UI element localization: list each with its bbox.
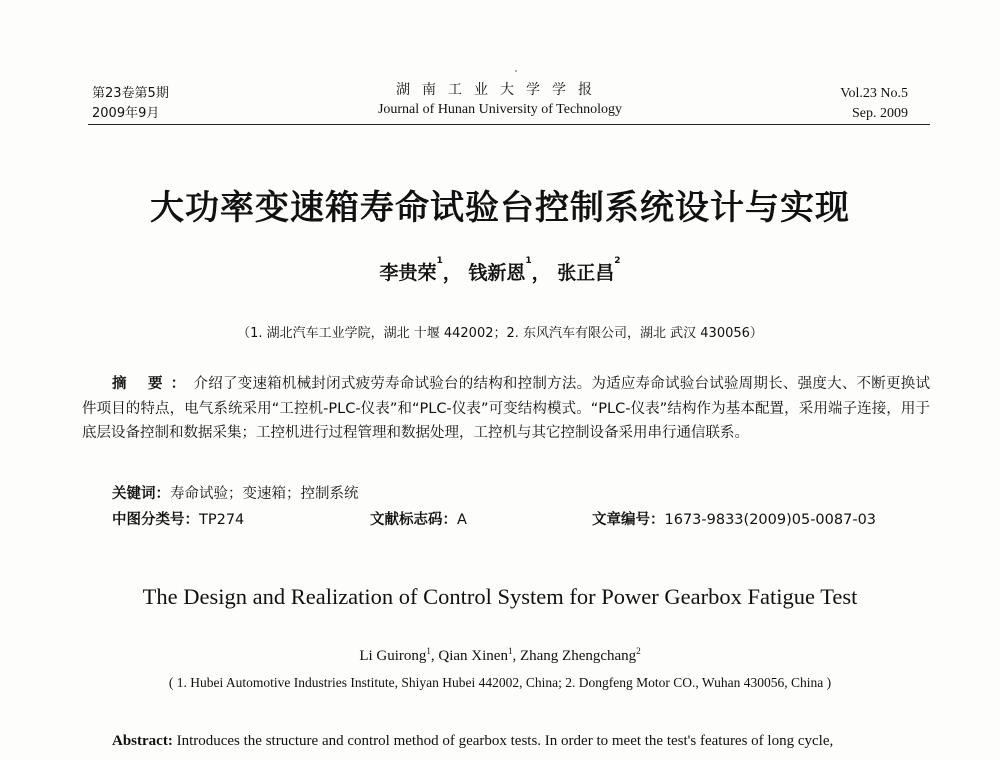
paper-title-en: The Design and Realization of Control System for Power Gearbox Fatigue Test [142,584,858,609]
header-rule [88,124,930,125]
keywords-cn [112,482,359,503]
journal-name-cn: 湖南工业大学学报 [396,82,604,98]
author-cn-3-sup: 2 [614,256,621,266]
author-cn-3: 张正昌 [557,262,615,284]
author-en-2: Qian Xinen [438,648,508,664]
classification-label: 中图分类号： [112,512,199,528]
classification-value: TP274 [199,512,245,528]
author-en-2-sup: 1 [507,646,513,656]
author-en-3-sup: 2 [636,646,641,656]
doc-code-label: 文献标志码： [370,512,457,528]
authors-en: Li Guirong$^1$, Qian Xinen$^1$, Zhang Zhengchang$^2$ [359,646,641,664]
author-cn-2-sup: 1 [525,256,532,266]
authors-cn: 李贵荣$^1$， 钱新恩$^1$， 张正昌$^2$ [379,256,621,284]
article-number [592,508,876,529]
keywords-cn-label: 关键词： [112,486,170,502]
journal-name-en: Journal of Hunan University of Technology [377,102,623,117]
abstract-en [82,728,930,754]
abstract-en-label: Abstract: [112,733,173,749]
date-en: Sep. 2009 [852,106,908,121]
author-en-1-sup: 1 [426,646,431,656]
volume-en: Vol.23 No.5 [840,86,908,101]
volume-info-en [840,84,908,124]
keywords-cn-text: 寿命试验；变速箱；控制系统 [170,486,359,502]
author-cn-2: 钱新恩 [468,262,526,284]
date-cn: 2009年9月 [92,106,160,121]
author-en-1: Li Guirong [359,648,427,664]
article-number-value: 1673-9833(2009)05-0087-03 [664,512,877,528]
doc-code-value: A [457,512,467,528]
volume-cn: 第23卷第5期 [92,86,169,101]
classification [112,508,244,529]
affiliation-cn: （1. 湖北汽车工业学院，湖北 十堰 442002；2. 东风汽车有限公司，湖北 武汉 430056） [237,326,763,341]
doc-code [370,508,467,529]
abstract-cn-text: 介绍了变速箱机械封闭式疲劳寿命试验台的结构和控制方法。为适应寿命试验台试验周期长、强度大、不断更换试件项目的特点，电气系统采用“工控机-PLC-仪表”和“PLC-仪表”可变结构模式。“PLC-仪表”结构作为基本配置，采用端子连接，用于底层设备控制和数据采集；工控机进行过程管理和数据处理，工控机与其它控制设备采用串行通信联系。 [82,376,930,441]
abstract-en-text: Introduces the structure and control method of gearbox tests. In order to meet the test's features of long cycle, [176,733,834,749]
author-en-3: Zhang Zhengchang [519,648,637,664]
abstract-cn [82,372,930,446]
affiliation-en: ( 1. Hubei Automotive Industries Institute, Shiyan Hubei 442002, China; 2. Dongfeng Motor CO., Wuhan 430056, China ) [168,675,832,690]
article-number-label: 文章编号： [592,512,665,528]
abstract-cn-label: 摘 要： [112,376,194,392]
scan-speck [515,70,517,72]
paper-title-cn: 大功率变速箱寿命试验台控制系统设计与实现 [150,188,850,228]
author-cn-1-sup: 1 [436,256,443,266]
author-cn-1: 李贵荣 [379,262,437,284]
